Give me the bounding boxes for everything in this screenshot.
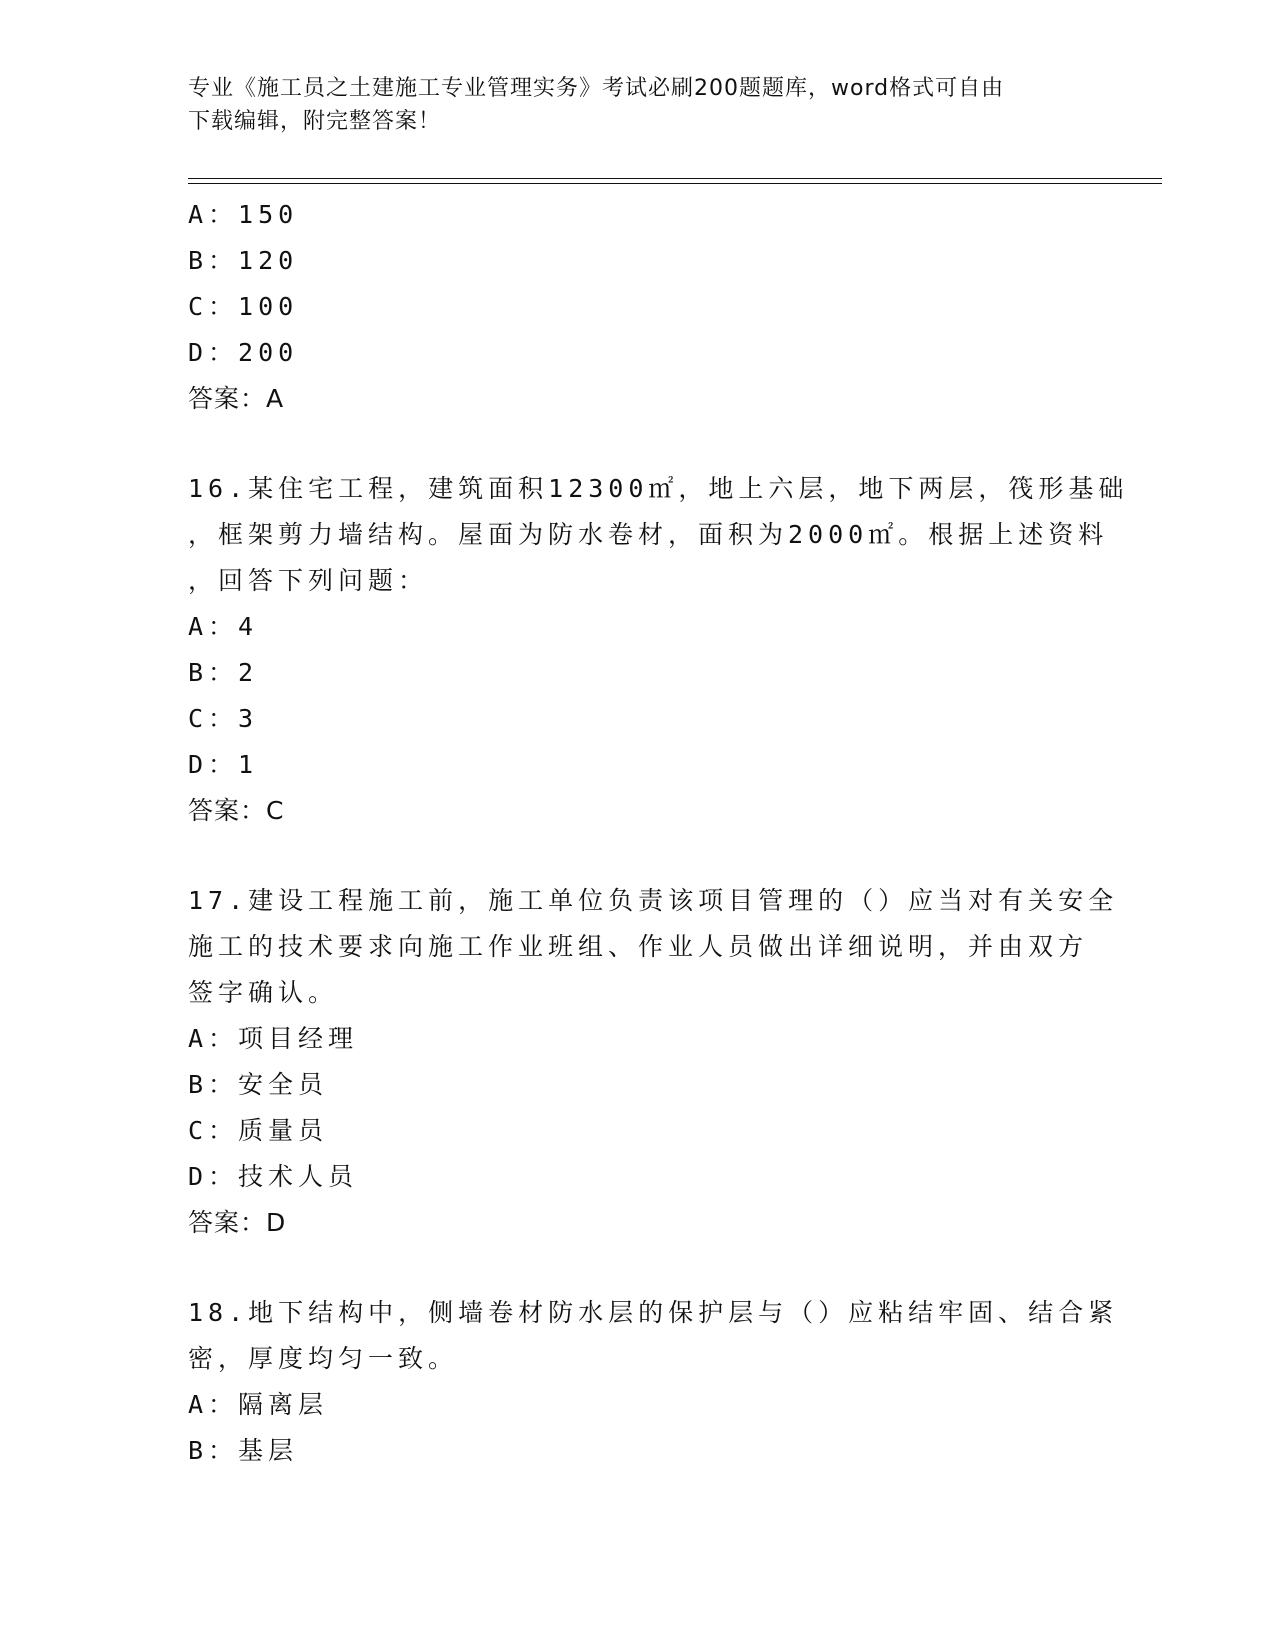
question-18 <box>188 1290 1119 1474</box>
spacer <box>188 422 1088 466</box>
option-c: C：100 <box>188 292 299 321</box>
option-d: D：技术人员 <box>188 1162 359 1191</box>
question-15 <box>188 192 1088 422</box>
option-b: B：2 <box>188 658 259 687</box>
option-b: B：安全员 <box>188 1070 329 1099</box>
header-line-2: 下载编辑，附完整答案！ <box>188 109 442 134</box>
option-c: C：质量员 <box>188 1116 329 1145</box>
option-b: B：120 <box>188 246 299 275</box>
option-a: A：隔离层 <box>188 1390 329 1419</box>
header-line-1: 专业《施工员之土建施工专业管理实务》考试必刷200题题库，word格式可自由 <box>188 76 1005 101</box>
spacer <box>188 1246 1088 1290</box>
question-text-line: 17.建设工程施工前，施工单位负责该项目管理的（）应当对有关安全 <box>188 886 1119 915</box>
spacer <box>188 834 1088 878</box>
option-a: A：4 <box>188 612 259 641</box>
question-text-line: 16.某住宅工程，建筑面积12300㎡，地上六层，地下两层，筏形基础 <box>188 474 1129 503</box>
answer: 答案：A <box>188 384 285 413</box>
question-17 <box>188 878 1119 1246</box>
header-divider-bottom <box>188 183 1162 184</box>
question-text-line: 签字确认。 <box>188 978 339 1007</box>
option-c: C：3 <box>188 704 259 733</box>
answer: 答案：D <box>188 1208 287 1237</box>
option-b: B：基层 <box>188 1436 299 1465</box>
document-header <box>188 72 1088 138</box>
option-a: A：项目经理 <box>188 1024 359 1053</box>
question-text-line: 施工的技术要求向施工作业班组、作业人员做出详细说明，并由双方 <box>188 932 1089 961</box>
question-16 <box>188 466 1129 834</box>
option-d: D：200 <box>188 338 299 367</box>
question-text-line: 18.地下结构中，侧墙卷材防水层的保护层与（）应粘结牢固、结合紧 <box>188 1298 1119 1327</box>
question-list <box>188 192 1129 1474</box>
header-divider-top <box>188 178 1162 179</box>
option-a: A：150 <box>188 200 299 229</box>
question-text-line: ，回答下列问题： <box>188 566 429 595</box>
question-text-line: 密，厚度均匀一致。 <box>188 1344 459 1373</box>
question-text-line: ，框架剪力墙结构。屋面为防水卷材，面积为2000㎡。根据上述资料 <box>188 520 1109 549</box>
answer: 答案：C <box>188 796 285 825</box>
option-d: D：1 <box>188 750 259 779</box>
